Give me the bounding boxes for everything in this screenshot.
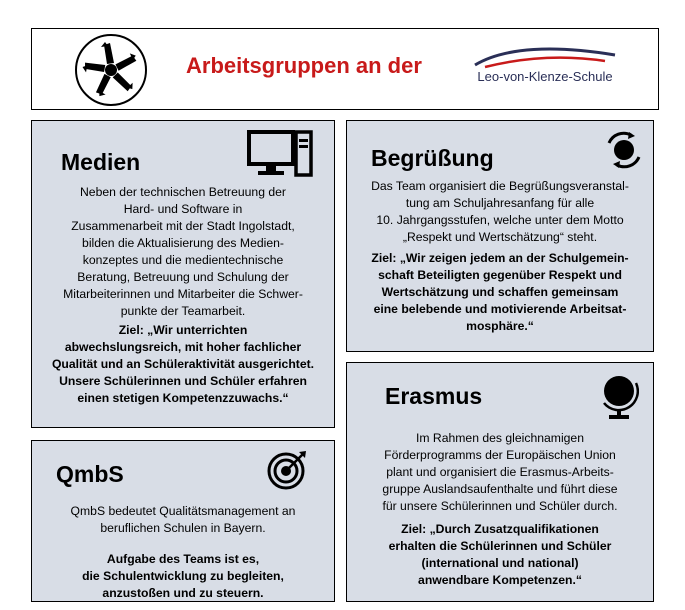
logo-swoosh-icon xyxy=(465,43,625,69)
card-medien xyxy=(31,120,335,428)
globe-icon xyxy=(599,371,639,421)
body-line: Das Team organisiert die Begrüßungsveranstal- xyxy=(371,179,629,193)
school-logo xyxy=(465,43,625,93)
goal-line: abwechslungsreich, mit hoher fachlicher xyxy=(64,340,302,354)
goal-line: Unsere Schülerinnen und Schüler erfahren xyxy=(59,374,307,388)
goal-line: erhalten die Schülerinnen und Schüler xyxy=(388,539,612,553)
body-line: 10. Jahrgangsstufen, welche unter dem Motto xyxy=(376,213,624,227)
body-line: Förderprogramms der Europäischen Union xyxy=(384,448,616,462)
card-title: Medien xyxy=(61,149,141,175)
body-line: plant und organisiert die Erasmus-Arbeits- xyxy=(386,465,614,479)
card-title: Erasmus xyxy=(385,383,483,409)
card-title: QmbS xyxy=(56,461,124,487)
goal-line: (international und national) xyxy=(421,556,579,570)
team-hands-icon xyxy=(74,33,148,107)
body-line: tung am Schuljahresanfang für alle xyxy=(405,196,595,210)
body-line: Mitarbeiterinnen und Mitarbeiter die Schwer- xyxy=(63,287,303,301)
goal-line: eine belebende und motivierende Arbeitsat- xyxy=(373,302,627,316)
body-line: punkte der Teamarbeit. xyxy=(120,304,246,318)
logo-text: Leo-von-Klenze-Schule xyxy=(477,69,613,84)
card-begruessung xyxy=(346,120,654,352)
card-body xyxy=(36,503,330,602)
body-line: Hard- und Software in xyxy=(123,202,243,216)
body-line: für unsere Schülerinnen und Schüler durch. xyxy=(382,499,618,513)
page-title: Arbeitsgruppen an der xyxy=(186,53,422,78)
body-line: konzeptes und die medientechnische xyxy=(82,253,284,267)
body-line: Beratung, Betreuung und Schulung der xyxy=(77,270,289,284)
card-body xyxy=(351,178,649,335)
header-banner xyxy=(31,28,659,110)
goal-line: Ziel: „Wir unterrichten xyxy=(118,323,248,337)
goal-line: mosphäre.“ xyxy=(466,319,534,333)
goal-line: Qualität und an Schüleraktivität ausgerichtet. xyxy=(51,357,315,371)
card-body xyxy=(351,430,649,589)
goal-line: Ziel: „Wir zeigen jedem an der Schulgemein- xyxy=(371,251,629,265)
goal-line: anwendbare Kompetenzen.“ xyxy=(418,573,582,587)
goal-line: die Schulentwicklung zu begleiten, xyxy=(82,569,284,583)
target-icon xyxy=(266,449,308,491)
card-erasmus xyxy=(346,362,654,602)
body-line: beruflichen Schulen in Bayern. xyxy=(100,521,266,535)
card-title: Begrüßung xyxy=(371,145,494,171)
body-line: Zusammenarbeit mit der Stadt Ingolstadt, xyxy=(71,219,295,233)
card-qmbs xyxy=(31,440,335,602)
card-body xyxy=(36,184,330,407)
goal-line: Wertschätzung und schaffen gemeinsam xyxy=(381,285,619,299)
goal-line: schaft Beteiligten gegenüber Respekt und xyxy=(378,268,622,282)
body-line: „Respekt und Wertschätzung“ steht. xyxy=(402,230,598,244)
body-line: Neben der technischen Betreuung der xyxy=(80,185,286,199)
body-line: QmbS bedeutet Qualitätsmanagement an xyxy=(70,504,296,518)
body-line: bilden die Aktualisierung des Medien- xyxy=(82,236,284,250)
goal-line: einen stetigen Kompetenzzuwachs.“ xyxy=(77,391,289,405)
computer-icon xyxy=(247,129,313,179)
goal-line: Ziel: „Durch Zusatzqualifikationen xyxy=(401,522,599,536)
body-line: Im Rahmen des gleichnamigen xyxy=(415,431,584,445)
body-line: gruppe Auslandsaufenthalte und führt diese xyxy=(382,482,618,496)
goal-line: Aufgabe des Teams ist es, xyxy=(106,552,260,566)
globe-arrows-icon xyxy=(605,131,643,169)
goal-line: anzustoßen und zu steuern. xyxy=(102,586,264,600)
